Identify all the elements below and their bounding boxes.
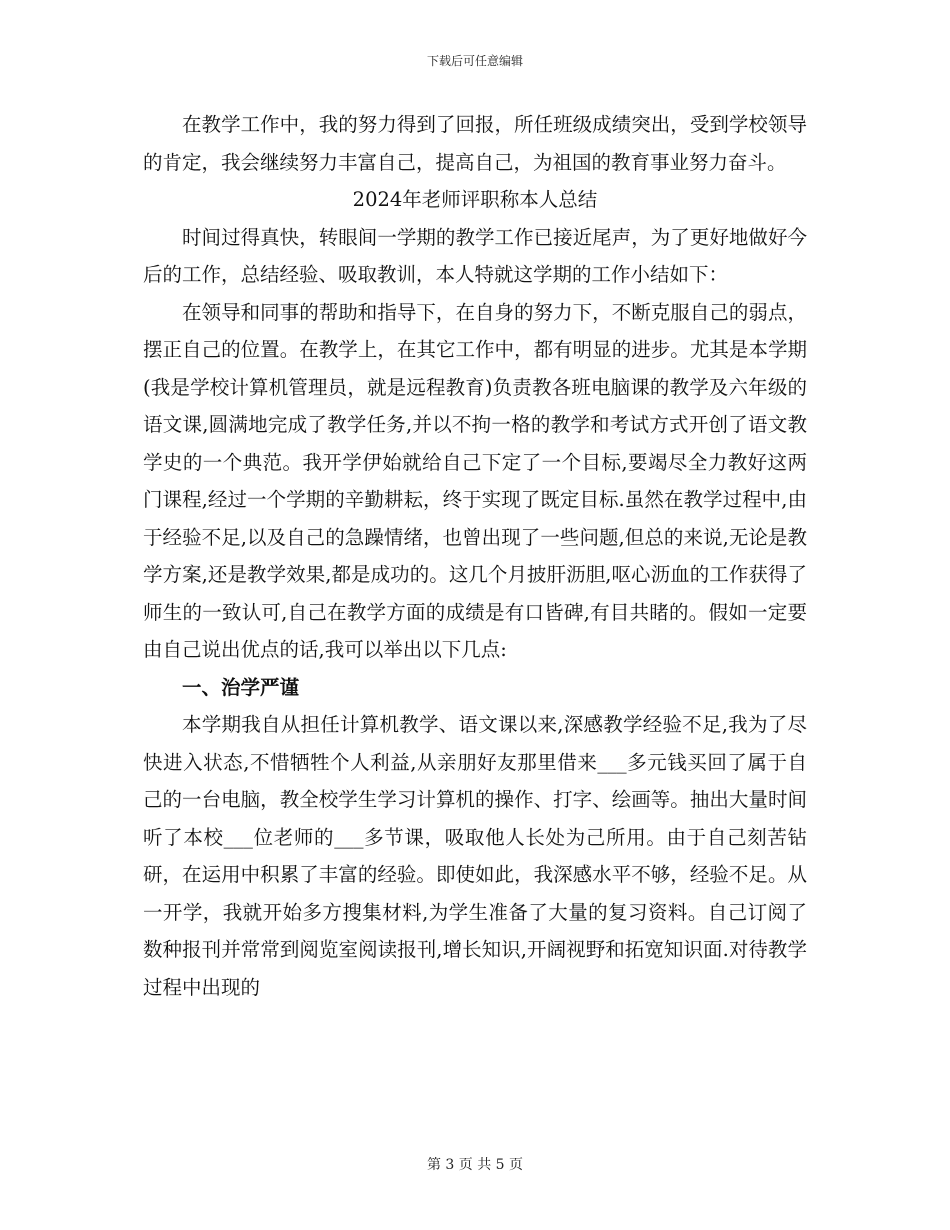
- paragraph-summary: 在领导和同事的帮助和指导下，在自身的努力下，不断克服自己的弱点，摆正自己的位置。在教学上，在其它工作中，都有明显的进步。尤其是本学期(我是学校计算机管理员，就是远程教育)负责教各班电脑课的教学及六年级的语文课,圆满地完成了教学任务,并以不拘一格的教学和考试方式开创了语文教学史的一个典范。我开学伊始就给自己下定了一个目标,要竭尽全力教好这两门课程,经过一个学期的辛勤耕耘，终于实现了既定目标.虽然在教学过程中,由于经验不足,以及自己的急躁情绪，也曾出现了一些问题,但总的来说,无论是教学方案,还是教学效果,都是成功的。这几个月披肝沥胆,呕心沥血的工作获得了师生的一致认可,自己在教学方面的成绩是有口皆碑,有目共睹的。假如一定要由自己说出优点的话,我可以举出以下几点:: [143, 300, 807, 661]
- paragraph-intro: 时间过得真快，转眼间一学期的教学工作已接近尾声，为了更好地做好今后的工作，总结经验、吸取教训，本人特就这学期的工作小结如下：: [143, 225, 807, 286]
- page-header: 下载后可任意编辑: [426, 54, 523, 68]
- document-title: 2024年老师评职称本人总结: [352, 188, 598, 211]
- paragraph-section-1: 本学期我自从担任计算机教学、语文课以来,深感教学经验不足,我为了尽快进入状态,不惜牺牲个人利益,从亲朋好友那里借来___多元钱买回了属于自己的一台电脑，教全校学生学习计算机的操作、打字、绘画等。抽出大量时间听了本校___位老师的___多节课，吸取他人长处为己所用。由于自己刻苦钻研，在运用中积累了丰富的经验。即使如此，我深感水平不够，经验不足。从一开学，我就开始多方搜集材料,为学生准备了大量的复习资料。自己订阅了数种报刊并常常到阅览室阅读报刊,增长知识,开阔视野和拓宽知识面.对待教学过程中出现的: [143, 713, 807, 999]
- section-heading: 一、治学严谨: [182, 675, 300, 699]
- paragraph-closing: 在教学工作中，我的努力得到了回报，所任班级成绩突出，受到学校领导的肯定，我会继续努力丰富自己，提高自己，为祖国的教育事业努力奋斗。: [143, 113, 807, 174]
- document-body: [143, 106, 807, 1006]
- page-footer: 第 3 页 共 5 页: [426, 1157, 524, 1173]
